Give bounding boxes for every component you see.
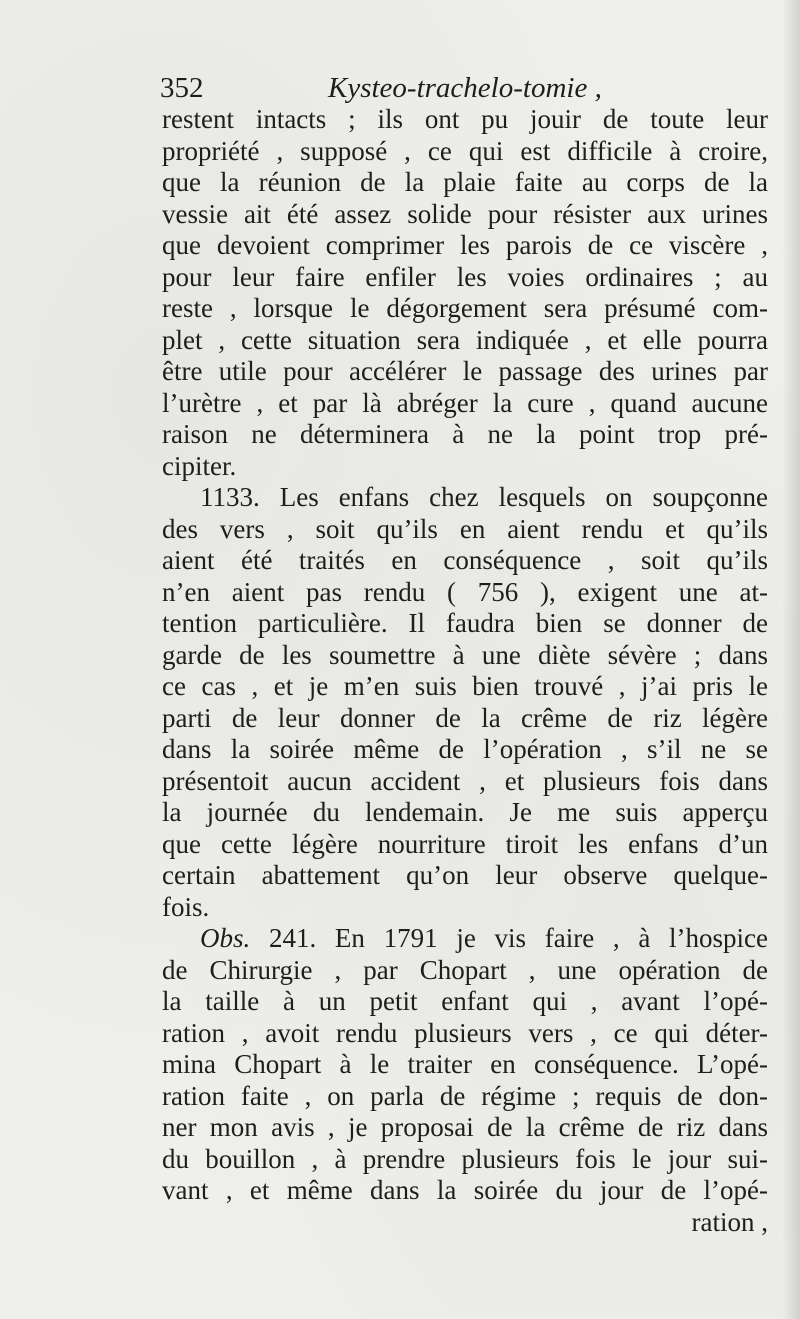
text-line: dans la soirée même de l’opération , s’il ne se (162, 734, 768, 764)
text-line: la journée du lendemain. Je me suis apperçu (162, 797, 768, 827)
text-line: pour leur faire enfiler les voies ordinaires ; au (162, 261, 768, 292)
text-line: que cette légère nourriture tiroit les enfans d’un (162, 828, 768, 859)
text-line: fois. (162, 891, 210, 922)
text-line: présentoit aucun accident , et plusieurs fois dans (162, 765, 768, 796)
text-line: cipiter. (162, 450, 237, 481)
text-line: la taille à un petit enfant qui , avant l’opé- (162, 986, 768, 1016)
text-line: ration , avoit rendu plusieurs vers , ce qui déter- (162, 1017, 768, 1048)
text-line: aient été traités en conséquence , soit qu’ils (162, 545, 768, 575)
text-line: ration faite , on parla de régime ; requis de don- (162, 1080, 768, 1111)
text-line: de Chirurgie , par Chopart , une opération de (162, 954, 768, 985)
binding-shadow (782, 0, 800, 1319)
text-line: n’en aient pas rendu ( 756 ), exigent une at- (162, 576, 768, 607)
text-line: vant , et même dans la soirée du jour de l’opé- (162, 1175, 768, 1205)
text-line: des vers , soit qu’ils en aient rendu et qu’ils (162, 513, 768, 544)
observation-241-text: 241. En 1791 je vis faire , à l’hospice (268, 923, 768, 953)
text-line: mina Chopart à le traiter en conséquence. L’opé- (162, 1049, 768, 1079)
text-line: garde de les soumettre à une diète sévère ; dans (162, 639, 768, 670)
obs-label: Obs. (200, 923, 251, 953)
running-head (160, 68, 620, 108)
paragraph-1133-start: 1133. Les enfans chez lesquels on soupçonne (200, 482, 768, 512)
text-line: que devoient comprimer les parois de ce viscère , (162, 230, 768, 260)
text-line: que la réunion de la plaie faite au corps de la (162, 167, 768, 197)
running-title: Kysteo-trachelo-tomie , (328, 72, 602, 104)
text-line: propriété , supposé , ce qui est difficile à croire, (162, 135, 768, 166)
observation-241-start (162, 923, 768, 955)
text-line: plet , cette situation sera indiquée , et elle pourra (162, 324, 768, 355)
body-text (162, 104, 768, 1238)
text-line: parti de leur donner de la crême de riz légère (162, 702, 768, 733)
page-number: 352 (160, 72, 204, 104)
text-line: ner mon avis , je proposai de la crême de riz dans (162, 1112, 768, 1142)
text-line: du bouillon , à prendre plusieurs fois le jour sui- (162, 1143, 768, 1174)
text-line: restent intacts ; ils ont pu jouir de toute leur (162, 104, 768, 134)
text-line: être utile pour accélérer le passage des urines par (162, 356, 768, 386)
catchword: ration , (691, 1206, 768, 1237)
text-line: certain abattement qu’on leur observe quelque- (162, 860, 768, 890)
text-line: ce cas , et je m’en suis bien trouvé , j’ai pris le (162, 671, 768, 701)
text-line: vessie ait été assez solide pour résister aux urines (162, 198, 768, 229)
text-line: reste , lorsque le dégorgement sera présumé com- (162, 293, 768, 323)
text-line: l’urètre , et par là abréger la cure , quand aucune (162, 387, 768, 418)
text-line: raison ne déterminera à ne la point trop pré- (162, 419, 768, 449)
text-line: tention particulière. Il faudra bien se donner de (162, 608, 768, 638)
